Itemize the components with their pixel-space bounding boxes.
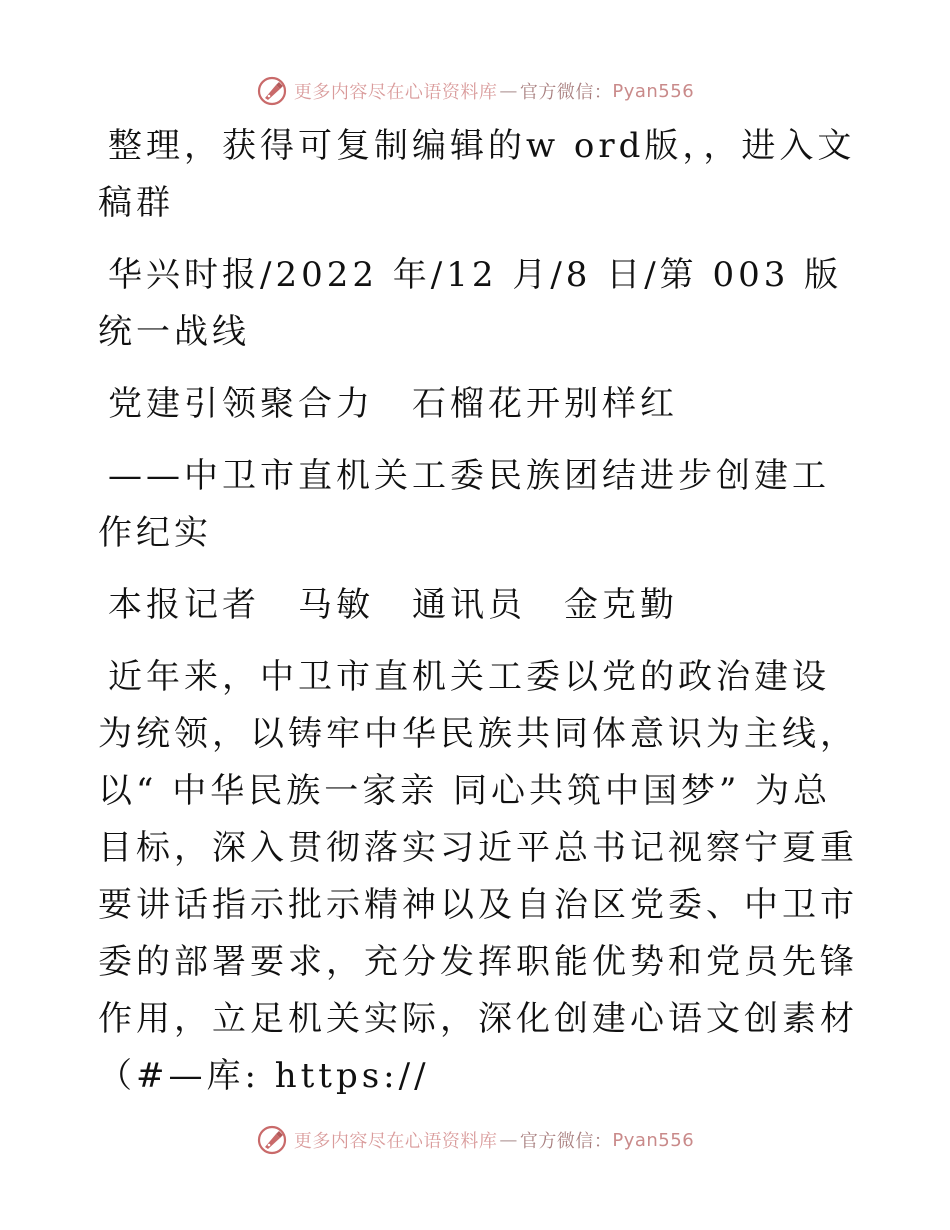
watermark-text: 更多内容尽在心语资料库: [293, 1131, 498, 1152]
pen-nib-logo-icon: [256, 75, 288, 107]
article-title: 党建引领聚合力 石榴花开别样红: [108, 384, 678, 424]
paragraph-intro-note: 整理，获得可复制编辑的w ord版，，进入文稿群: [98, 126, 856, 223]
pen-nib-logo-icon: [256, 1124, 288, 1156]
watermark-text: 更多内容尽在心语资料库: [293, 82, 498, 103]
article-subtitle: ——中卫市直机关工委民族团结进步创建工作纪实: [98, 456, 830, 553]
watermark-label: 官方微信：: [519, 82, 613, 103]
watermark-separator: —: [499, 80, 518, 102]
document-body: [98, 118, 858, 1105]
article-body-paragraph: 近年来，中卫市直机关工委以党的政治建设为统领，以铸牢中华民族共同体意识为主线，以“ 中华民族一家亲 同心共筑中国梦” 为总目标，深入贯彻落实习近平总书记视察宁夏重要讲话指示批示精神以及自治区党委、中卫市委的部署要求，充分发挥职能优势和党员先锋作用，立足机关实际，深化创建心语文创素材（#—库: https://: [98, 657, 858, 1096]
header-watermark: [0, 74, 950, 108]
watermark-wechat-id: Pyan556: [612, 1129, 695, 1151]
watermark-separator: —: [499, 1129, 518, 1151]
watermark-label: 官方微信：: [519, 1131, 613, 1152]
footer-watermark: [0, 1123, 950, 1157]
paragraph-source-line: 华兴时报/2022 年/12 月/8 日/第 003 版统一战线: [98, 255, 843, 352]
article-byline: 本报记者 马敏 通讯员 金克勤: [108, 585, 678, 625]
watermark-wechat-id: Pyan556: [612, 80, 695, 102]
